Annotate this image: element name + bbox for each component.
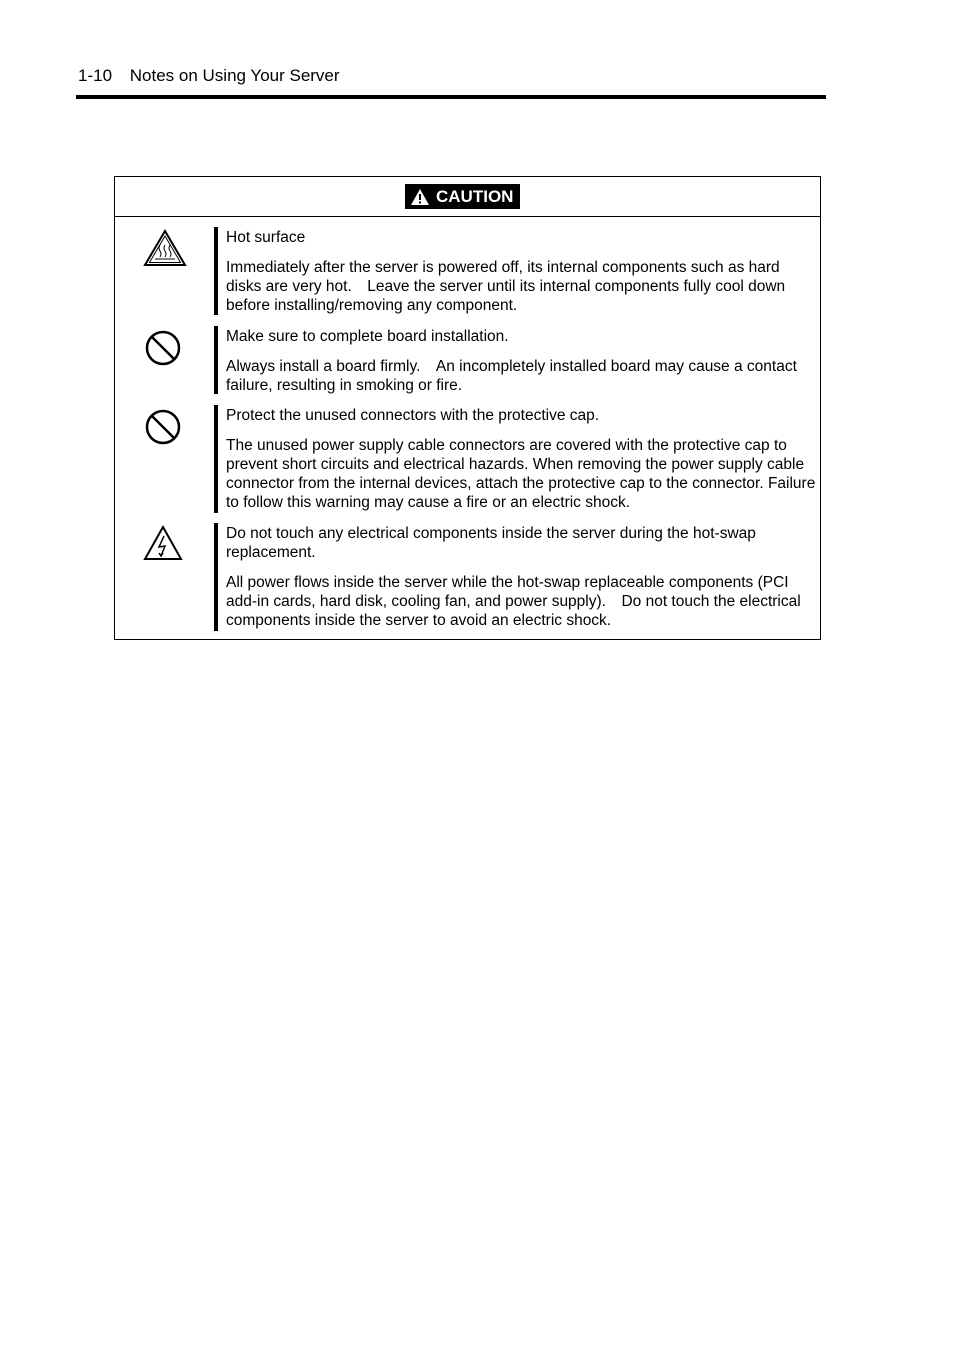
item-bar (214, 425, 218, 513)
caution-header (115, 177, 820, 217)
item-body: Immediately after the server is powered off, its internal components such as hard disks are very hot. Leave the server until its internal components fully cool down before installing/removing any component. (226, 259, 786, 314)
item-body: Always install a board firmly. An incompletely installed board may cause a contact failure, resulting in smoking or fire. (226, 358, 797, 394)
page-header (78, 66, 340, 86)
item-body: The unused power supply cable connectors are covered with the protective cap to prevent short circuits and electrical hazards. When removing the power supply cable connector from the internal devices, attach the protective cap to the connector. Failure to follow this warning may cause a fire or an electric shock. (226, 437, 816, 511)
item-bar (214, 227, 218, 315)
page-number: 1-10 (78, 66, 113, 85)
caution-label: CAUTION (436, 186, 514, 206)
item-bar (214, 405, 218, 425)
item-body: All power flows inside the server while the hot-swap replaceable components (PCI add-in cards, hard disk, cooling fan, and power supply). Do not touch the electrical components inside the server to avoid an electric shock. (226, 574, 801, 629)
caution-badge (405, 184, 520, 209)
item-bar (214, 523, 218, 631)
header-rule (76, 95, 826, 99)
caution-item (115, 405, 820, 515)
item-title: Hot surface (226, 229, 306, 246)
warning-triangle-icon (410, 188, 430, 206)
caution-item (115, 227, 820, 317)
item-text (226, 327, 818, 395)
item-text (226, 524, 818, 630)
item-title: Do not touch any electrical components inside the server during the hot-swap replacement. (226, 525, 756, 561)
caution-item (115, 326, 820, 396)
prohibition-icon (143, 407, 183, 447)
caution-box (114, 176, 821, 640)
prohibition-icon (143, 328, 183, 368)
electric-shock-icon (143, 525, 183, 561)
item-text (226, 228, 818, 315)
item-title: Make sure to complete board installation. (226, 328, 509, 345)
section-title: Notes on Using Your Server (129, 66, 340, 85)
item-text (226, 406, 818, 512)
hot-surface-icon (143, 229, 187, 267)
caution-item (115, 523, 820, 633)
item-title: Protect the unused connectors with the protective cap. (226, 407, 600, 424)
item-bar (214, 326, 218, 394)
